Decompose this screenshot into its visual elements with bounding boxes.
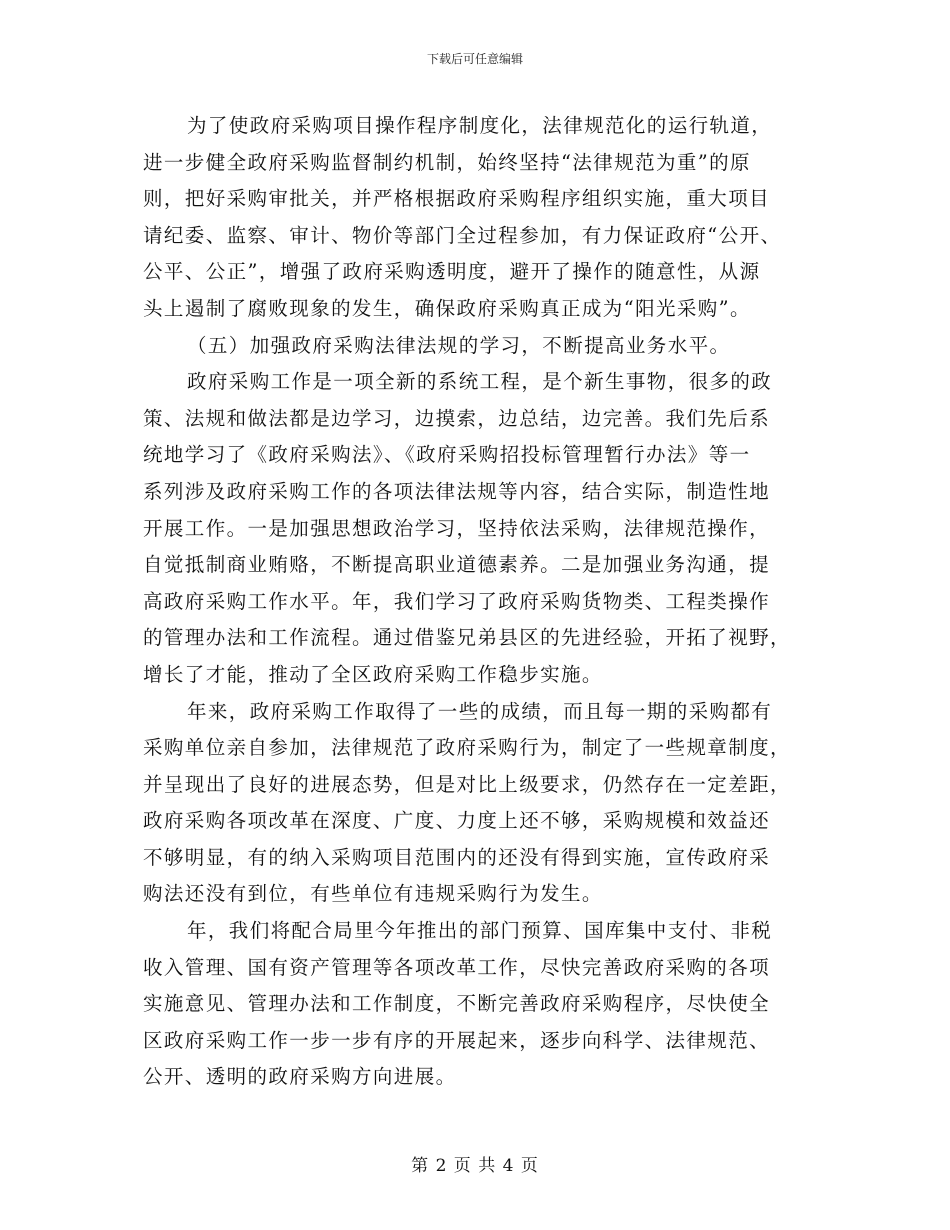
text-line: 为了使政府采购项目操作程序制度化，法律规范化的运行轨道， (187, 114, 773, 137)
text-line: 系列涉及政府采购工作的各项法律法规等内容，结合实际，制造性地 (143, 479, 771, 503)
text-line: 高政府采购工作水平。年，我们学习了政府采购货物类、工程类操作 (143, 589, 771, 613)
text-line: 开展工作。一是加强思想政治学习，坚持依法采购，法律规范操作， (143, 516, 771, 540)
text-line: 统地学习了《政府采购法》、《政府采购招投标管理暂行办法》等一 (143, 443, 751, 467)
paragraph-plans (143, 913, 808, 1096)
page-header: 下载后可任意编辑 (426, 52, 523, 66)
text-line: 年来，政府采购工作取得了一些的成绩，而且每一期的采购都有 (187, 699, 773, 723)
text-line: 并呈现出了良好的进展态势，但是对比上级要求，仍然存在一定差距， (143, 772, 791, 796)
text-line: 公平、公正”，增强了政府采购透明度，避开了操作的随意性，从源 (143, 260, 761, 284)
text-line: 采购单位亲自参加，法律规范了政府采购行为，制定了一些规章制度， (143, 736, 791, 760)
section-heading-five (143, 328, 808, 365)
text-line: 增长了才能，推动了全区政府采购工作稳步实施。 (143, 662, 603, 686)
paragraph-procedures (143, 108, 808, 328)
paragraph-study (143, 364, 808, 693)
text-line: 实施意见、管理办法和工作制度，不断完善政府采购程序，尽快使全 (143, 992, 771, 1016)
text-line: 政府采购工作是一项全新的系统工程，是个新生事物，很多的政 (187, 370, 773, 394)
section-heading: （五）加强政府采购法律法规的学习，不断提高业务水平。 (187, 333, 731, 357)
text-line: 策、法规和做法都是边学习，边摸索，边总结，边完善。我们先后系 (143, 406, 771, 430)
text-line: 请纪委、监察、审计、物价等部门全过程参加，有力保证政府“公开、 (143, 223, 782, 247)
text-line: 政府采购各项改革在深度、广度、力度上还不够，采购规模和效益还 (143, 809, 771, 833)
text-line: 进一步健全政府采购监督制约机制，始终坚持“法律规范为重”的原 (143, 150, 751, 174)
text-line: 自觉抵制商业贿赂，不断提高职业道德素养。二是加强业务沟通，提 (143, 553, 771, 577)
text-line: 收入管理、国有资产管理等各项改革工作，尽快完善政府采购的各项 (143, 955, 771, 979)
text-line: 的管理办法和工作流程。通过借鉴兄弟县区的先进经验，开拓了视野， (143, 626, 791, 650)
page-footer: 第 2 页 共 4 页 (411, 1156, 539, 1176)
paragraph-achievements (143, 694, 808, 914)
text-line: 公开、透明的政府采购方向进展。 (143, 1065, 457, 1089)
text-line: 头上遏制了腐败现象的发生，确保政府采购真正成为“阳光采购”。 (143, 296, 751, 320)
text-line: 年，我们将配合局里今年推出的部门预算、国库集中支付、非税 (187, 919, 773, 943)
text-line: 购法还没有到位，有些单位有违规采购行为发生。 (143, 882, 603, 906)
document-body (143, 108, 808, 1096)
text-line: 不够明显，有的纳入采购项目范围内的还没有得到实施，宣传政府采 (143, 845, 771, 869)
text-line: 则，把好采购审批关，并严格根据政府采购程序组织实施，重大项目 (143, 187, 771, 211)
text-line: 区政府采购工作一步一步有序的开展起来，逐步向科学、法律规范、 (143, 1028, 771, 1052)
